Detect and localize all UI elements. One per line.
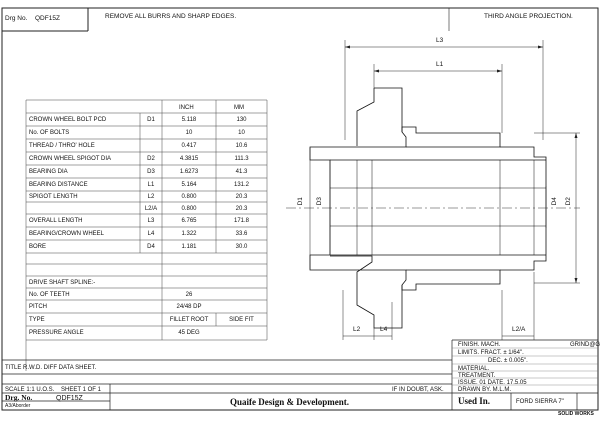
table-row-label: BEARING DIA xyxy=(29,169,68,175)
table-cell: 10.6 xyxy=(235,143,248,149)
treatment-text: TREATMENT. xyxy=(458,373,496,379)
table-cell: 1.322 xyxy=(181,231,197,237)
finish-text: FINISH. MACH. xyxy=(458,342,501,348)
title-drg-label: Drg. No. xyxy=(5,393,33,402)
header-drg-label: Drg No. xyxy=(5,15,28,22)
header-note: REMOVE ALL BURRS AND SHARP EDGES. xyxy=(105,13,237,20)
material-text: MATERIAL. xyxy=(458,366,490,372)
table-cell: D3 xyxy=(147,169,155,175)
label-d3: D3 xyxy=(315,197,323,206)
if-in-doubt: IF IN DOUBT, ASK. xyxy=(392,387,444,393)
spline-row-label: TYPE xyxy=(29,317,45,323)
dimension-lines xyxy=(310,37,580,340)
drawn-by-text: DRAWN BY. M.L.M. xyxy=(458,387,512,393)
table-cell: 0.800 xyxy=(181,206,197,212)
table-cell: L2 xyxy=(147,194,155,200)
used-in-label: Used In. xyxy=(458,396,491,406)
title-text: TITLE R.W.D. DIFF DATA SHEET. xyxy=(5,365,97,371)
spline-cell: 45 DEG xyxy=(178,330,200,336)
table-cell: 1.6273 xyxy=(179,169,199,175)
label-d1: D1 xyxy=(296,197,304,206)
table-row-label: THREAD / THRO' HOLE xyxy=(29,143,95,149)
table-cell: D1 xyxy=(147,117,155,123)
label-d2: D2 xyxy=(564,197,572,206)
table-row-label: BEARING DISTANCE xyxy=(29,182,88,188)
spline-row-label: PITCH xyxy=(29,304,47,310)
label-d4: D4 xyxy=(550,197,558,206)
table-row-label: CROWN WHEEL BOLT PCD xyxy=(29,117,107,123)
spline-row-label: No. OF TEETH xyxy=(29,292,70,298)
table-cell: 0.800 xyxy=(181,194,197,200)
spline-cell: SIDE FIT xyxy=(229,317,254,323)
label-l3: L3 xyxy=(436,37,444,44)
dimension-arrows xyxy=(345,46,578,284)
table-cell: 33.6 xyxy=(235,231,248,237)
table-row-label: BORE xyxy=(29,244,47,250)
issue-text: ISSUE. 01 DATE. 17.5.05 xyxy=(458,380,527,386)
table-cell: 41.3 xyxy=(235,169,248,175)
dec-text: DEC. ± 0.005". xyxy=(488,358,528,364)
table-cell: 20.3 xyxy=(235,194,248,200)
table-cell: 5.164 xyxy=(181,182,197,188)
spline-row-label: DRIVE SHAFT SPLINE:- xyxy=(29,280,96,286)
table-cell: D2 xyxy=(147,156,155,162)
label-l4: L4 xyxy=(380,326,388,333)
table-row-label: No. OF BOLTS xyxy=(29,130,70,136)
table-cell: 0.417 xyxy=(181,143,197,149)
table-col-inch: INCH xyxy=(179,105,194,111)
spline-cell: 24/48 DP xyxy=(176,304,202,310)
table-cell: L4 xyxy=(147,231,155,237)
table-cell: 1.181 xyxy=(181,244,197,250)
sheet-text: SHEET 1 OF 1 xyxy=(61,387,101,393)
table-cell: 4.3815 xyxy=(179,156,199,162)
table-cell: 6.765 xyxy=(181,218,197,224)
company-name: Quaife Design & Development. xyxy=(230,397,349,407)
table-cell: L1 xyxy=(147,182,155,188)
limits-text: LIMITS. FRACT. ± 1/64". xyxy=(458,350,524,356)
table-cell: 5.118 xyxy=(181,117,197,123)
spline-row-label: PRESSURE ANGLE xyxy=(29,330,84,336)
table-cell: 10 xyxy=(185,130,193,136)
table-cell: L2/A xyxy=(144,206,158,212)
label-l2a: L2/A xyxy=(512,326,526,333)
table-cell: 171.8 xyxy=(233,218,249,224)
scale-text: SCALE 1:1 U.O.S. xyxy=(5,387,55,393)
grind-text: GRIND@G xyxy=(570,342,600,348)
table-row-label: SPIGOT LENGTH xyxy=(29,194,78,200)
table-row-label: OVERALL LENGTH xyxy=(29,218,83,224)
table-row-label: BEARING/CROWN WHEEL xyxy=(29,231,105,237)
label-l2: L2 xyxy=(353,326,361,333)
header-drg-number: QDF15Z xyxy=(35,15,60,22)
table-cell: 131.2 xyxy=(233,182,249,188)
table-cell: L3 xyxy=(147,218,155,224)
table-cell: 130 xyxy=(236,117,247,123)
title-drg-number: QDF15Z xyxy=(56,395,83,402)
header-projection: THIRD ANGLE PROJECTION. xyxy=(484,13,573,20)
table-cell: 10 xyxy=(238,130,245,136)
spline-cell: 26 xyxy=(185,292,193,298)
table-col-mm: MM xyxy=(234,105,244,111)
table-cell: 111.3 xyxy=(234,156,249,162)
solid-works-label: SOLID WORKS xyxy=(558,411,594,417)
table-cell: D4 xyxy=(147,244,155,250)
table-cell: 20.3 xyxy=(235,206,248,212)
used-in-value: FORD SIERRA 7" xyxy=(516,399,564,405)
paper-size: A3/Aborder xyxy=(5,403,31,409)
spline-cell: FILLET ROOT xyxy=(169,317,209,323)
table-row-label: CROWN WHEEL SPIGOT DIA xyxy=(29,156,112,162)
label-l1: L1 xyxy=(436,61,444,68)
table-cell: 30.0 xyxy=(235,244,248,250)
